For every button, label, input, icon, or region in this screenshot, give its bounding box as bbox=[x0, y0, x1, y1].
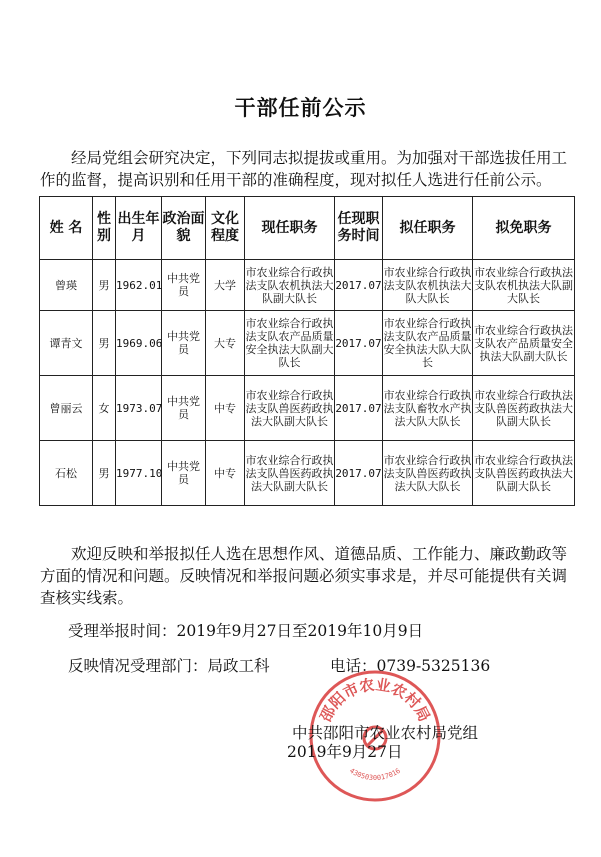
cell-name: 石松 bbox=[40, 441, 93, 506]
header-proposed-post: 拟任职务 bbox=[383, 197, 473, 260]
cell-education: 中专 bbox=[206, 376, 245, 441]
cell-proposed-post: 市农业综合行政执法支队农产品质量安全执法大队大队长 bbox=[383, 311, 473, 376]
cell-post-since: 2017.07 bbox=[335, 260, 383, 311]
header-name: 姓 名 bbox=[40, 197, 93, 260]
cell-sex: 男 bbox=[93, 260, 116, 311]
header-birth: 出生年月 bbox=[116, 197, 162, 260]
cell-name: 曾瑛 bbox=[40, 260, 93, 311]
cell-education: 大专 bbox=[206, 311, 245, 376]
cell-current-post: 市农业综合行政执法支队农机执法大队副大队长 bbox=[245, 260, 335, 311]
cell-sex: 男 bbox=[93, 311, 116, 376]
cell-birth: 1977.10 bbox=[116, 441, 162, 506]
intro-paragraph: 经局党组会研究决定，下列同志拟提拔或重用。为加强对干部选拔任用工作的监督，提高识别和任用干部的准确程度，现对拟任人选进行任前公示。 bbox=[40, 149, 568, 189]
cell-education: 中专 bbox=[206, 441, 245, 506]
header-current-post: 现任职务 bbox=[245, 197, 335, 260]
cell-party: 中共党员 bbox=[162, 376, 206, 441]
cell-education: 大学 bbox=[206, 260, 245, 311]
cell-removed-post: 市农业综合行政执法支队兽医药政执法大队副大队长 bbox=[473, 441, 575, 506]
cell-post-since: 2017.07 bbox=[335, 441, 383, 506]
table-header-row bbox=[40, 197, 575, 260]
header-post-since: 任现职务时间 bbox=[335, 197, 383, 260]
cell-current-post: 市农业综合行政执法支队兽医药政执法大队副大队长 bbox=[245, 441, 335, 506]
signing-organization: 中共邵阳市农业农村局党组 bbox=[292, 724, 479, 742]
cell-proposed-post: 市农业综合行政执法支队兽医药政执法大队大队长 bbox=[383, 441, 473, 506]
cell-current-post: 市农业综合行政执法支队农产品质量安全执法大队副大队长 bbox=[245, 311, 335, 376]
cell-sex: 女 bbox=[93, 376, 116, 441]
seal-number: 4305030017016 bbox=[348, 766, 402, 783]
page-title: 干部任前公示 bbox=[234, 96, 367, 120]
cell-current-post: 市农业综合行政执法支队兽医药政执法大队副大队长 bbox=[245, 376, 335, 441]
cadre-table bbox=[39, 196, 575, 506]
header-party: 政治面貌 bbox=[162, 197, 206, 260]
svg-text:4305030017016 bbox=[348, 767, 402, 782]
cell-proposed-post: 市农业综合行政执法支队畜牧水产执法大队大队长 bbox=[383, 376, 473, 441]
header-sex: 性别 bbox=[93, 197, 116, 260]
welcome-paragraph: 欢迎反映和举报拟任人选在思想作风、道德品质、工作能力、廉政勤政等方面的情况和问题。反映情况和举报问题必须实事求是，并尽可能提供有关调查核实线索。 bbox=[40, 545, 568, 607]
table-row bbox=[40, 311, 575, 376]
cell-removed-post: 市农业综合行政执法支队农产品质量安全执法大队副大队长 bbox=[473, 311, 575, 376]
table-row bbox=[40, 260, 575, 311]
cell-name: 谭青文 bbox=[40, 311, 93, 376]
header-education: 文化程度 bbox=[206, 197, 245, 260]
accepting-department: 反映情况受理部门：局政工科 bbox=[68, 657, 270, 675]
seal-text: 邵阳市农业农村局 bbox=[316, 675, 434, 725]
cell-name: 曾丽云 bbox=[40, 376, 93, 441]
cell-removed-post: 市农业综合行政执法支队兽医药政执法大队副大队长 bbox=[473, 376, 575, 441]
table-row bbox=[40, 376, 575, 441]
header-removed-post: 拟免职务 bbox=[473, 197, 575, 260]
contact-phone: 电话：0739-5325136 bbox=[330, 657, 491, 675]
cell-removed-post: 市农业综合行政执法支队农机执法大队副大队长 bbox=[473, 260, 575, 311]
svg-text:邵阳市农业农村局 bbox=[316, 676, 433, 725]
report-period: 受理举报时间：2019年9月27日至2019年10月9日 bbox=[68, 622, 424, 640]
cell-birth: 1962.01 bbox=[116, 260, 162, 311]
cell-birth: 1973.07 bbox=[116, 376, 162, 441]
cell-party: 中共党员 bbox=[162, 441, 206, 506]
table-row bbox=[40, 441, 575, 506]
cell-party: 中共党员 bbox=[162, 311, 206, 376]
cell-proposed-post: 市农业综合行政执法支队农机执法大队大队长 bbox=[383, 260, 473, 311]
cell-post-since: 2017.07 bbox=[335, 311, 383, 376]
cell-sex: 男 bbox=[93, 441, 116, 506]
cell-birth: 1969.06 bbox=[116, 311, 162, 376]
cell-party: 中共党员 bbox=[162, 260, 206, 311]
cell-post-since: 2017.07 bbox=[335, 376, 383, 441]
signing-date: 2019年9月27日 bbox=[287, 743, 403, 761]
